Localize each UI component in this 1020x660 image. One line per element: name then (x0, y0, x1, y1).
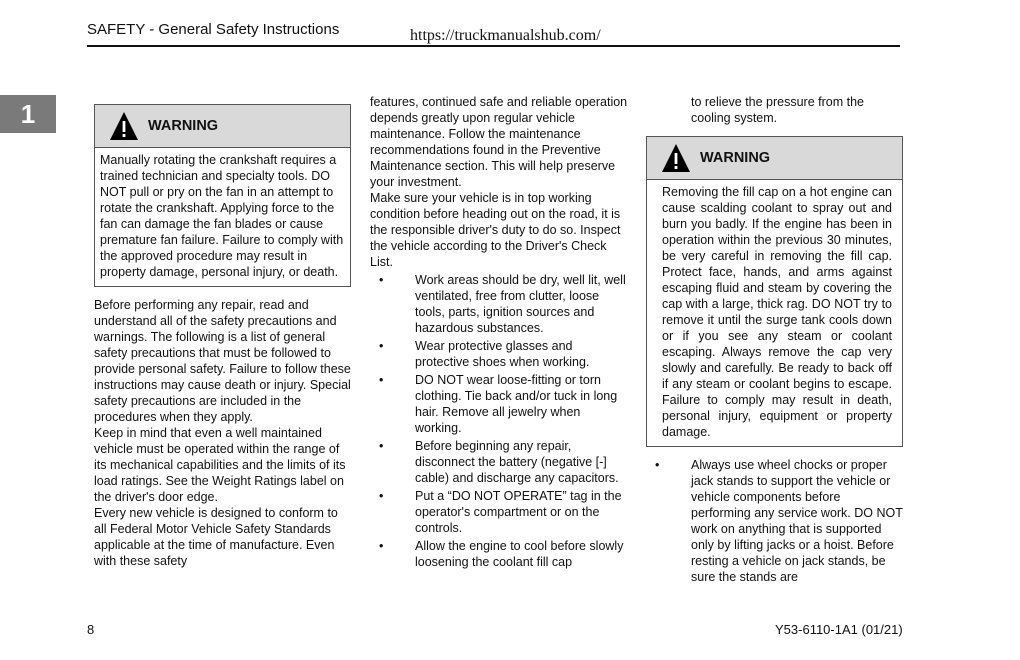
paragraph: to relieve the pressure from the cooling system. (691, 95, 864, 125)
bullet-list (646, 457, 903, 585)
warning-header (647, 137, 902, 180)
paragraph: Before performing any repair, read and understand all of the safety precautions and warnings. The following is a list of general safety precautions that must be followed to provide personal safety. Failure to follow these instructions may cause death or injury. Special safety precautions are included in the procedures when they apply. (94, 298, 351, 424)
warning-box-2 (646, 136, 903, 447)
warning-label: WARNING (148, 118, 219, 134)
list-item: • Always use wheel chocks or proper jack stands to support the vehicle or vehicle components before performing any service work. DO NOT work on anything that is supported only by lifting jacks or a hoist. Before resting a vehicle on jack stands, be sure the stands are (646, 457, 903, 585)
list-item: • Before beginning any repair, disconnect the battery (negative [-] cable) and discharge any capacitors. (370, 438, 628, 486)
chapter-tab: 1 (0, 95, 56, 133)
warning-text: Removing the fill cap on a hot engine can cause scalding coolant to spray out and burn you badly. If the engine has been in operation within the previous 30 minutes, be very careful in removing the fill cap. Protect face, hands, and arms against escaping fluid and steam by covering the cap with a large, thick rag. DO NOT try to remove it until the surge tank cools down or if you see any steam or coolant escaping. Always remove the cap very slowly and carefully. Be ready to back off if any steam or coolant begins to escape. Failure to comply may result in death, personal injury, equipment or property damage. (662, 185, 892, 439)
header-url: https://truckmanualshub.com/ (410, 27, 601, 44)
paragraph: Every new vehicle is designed to conform to all Federal Motor Vehicle Safety Standards applicable at the time of manufacture. Even with these safety (94, 506, 338, 568)
header-divider (87, 45, 900, 47)
column-2 (370, 94, 628, 572)
list-item: • Work areas should be dry, well lit, well ventilated, free from clutter, loose tools, parts, ignition sources and hazardous substances. (370, 272, 628, 336)
warning-triangle-icon (109, 111, 139, 141)
warning-text: Manually rotating the crankshaft requires a trained technician and specialty tools. DO NOT pull or pry on the fan in an attempt to rotate the crankshaft. Applying force to the fan can damage the fan blades or cause premature fan failure. Failure to comply with the approved procedure may result in property damage, personal injury, or death. (100, 153, 344, 279)
warning-box-1 (94, 104, 351, 287)
paragraph: Keep in mind that even a well maintained vehicle must be operated within the range of its mechanical capabilities and the limits of its load ratings. See the Weight Ratings label on the driver's door edge. (94, 426, 346, 504)
page-header-title: SAFETY - General Safety Instructions (87, 21, 340, 38)
paragraph: features, continued safe and reliable operation depends greatly upon regular vehicle maintenance. Follow the maintenance recommendations found in the Preventive Maintenance section. This will help preserve your investment. (370, 95, 628, 189)
list-item: • Put a “DO NOT OPERATE” tag in the operator's compartment or on the controls. (370, 488, 628, 536)
warning-header (95, 105, 350, 148)
column-3 (646, 94, 903, 587)
list-item: • DO NOT wear loose-fitting or torn clothing. Tie back and/or tuck in long hair. Remove all jewelry when working. (370, 372, 628, 436)
paragraph: Make sure your vehicle is in top working condition before heading out on the road, it is the responsible driver's duty to do so. Inspect the vehicle according to the Driver's Check List. (370, 191, 621, 269)
document-code: Y53-6110-1A1 (01/21) (775, 622, 903, 637)
warning-triangle-icon (661, 143, 691, 173)
list-item: • Allow the engine to cool before slowly loosening the coolant fill cap (370, 538, 628, 570)
warning-label: WARNING (700, 150, 771, 166)
bullet-list (370, 272, 628, 570)
column-1 (94, 104, 351, 569)
page-number: 8 (87, 622, 95, 637)
list-item: • Wear protective glasses and protective shoes when working. (370, 338, 628, 370)
